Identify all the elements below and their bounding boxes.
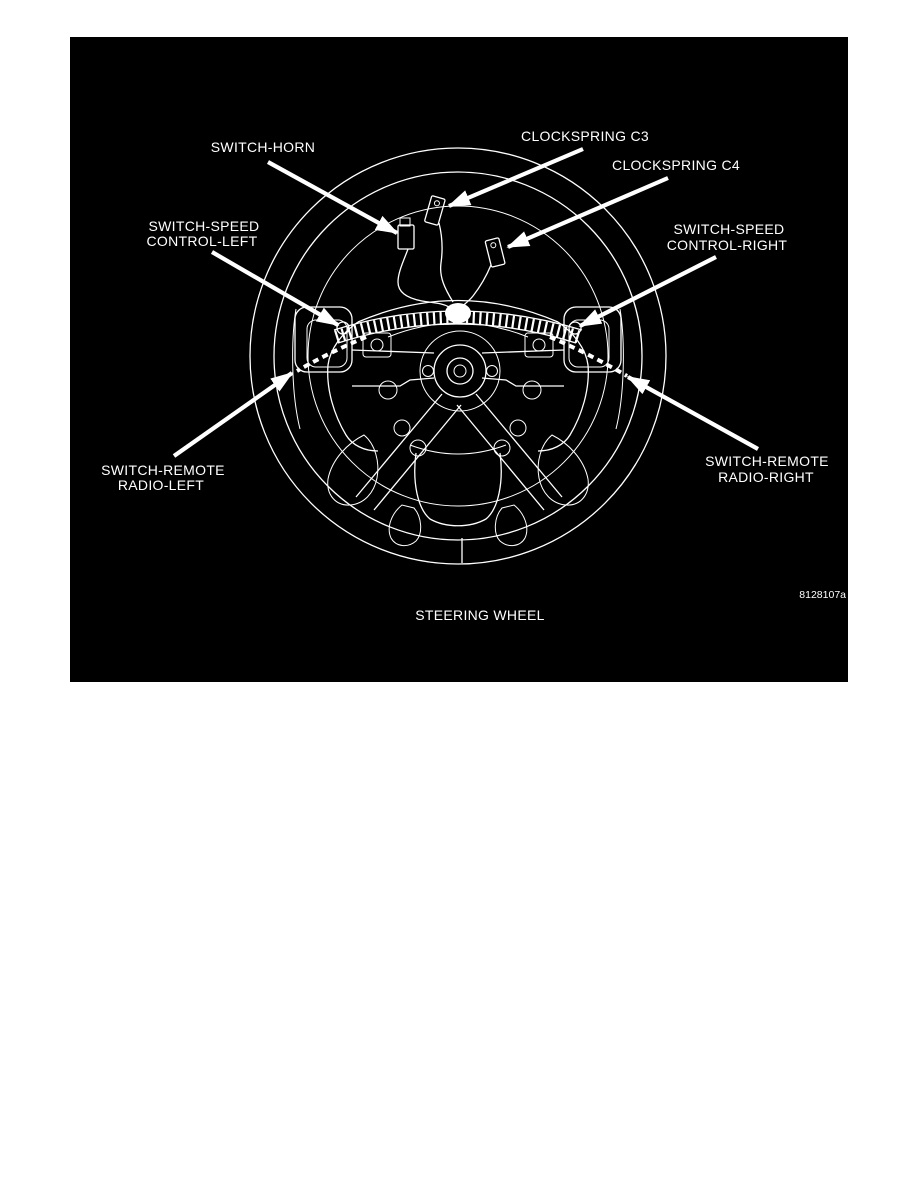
switch-remote-left-arrow	[174, 373, 292, 456]
switch-remote-right-label-line2: RADIO-RIGHT	[718, 469, 814, 485]
spoke-pockets	[328, 435, 589, 546]
clockspring-c3-label: CLOCKSPRING C3	[521, 128, 649, 144]
switch-horn-arrow	[268, 162, 397, 233]
steering-wheel-diagram	[70, 37, 848, 682]
switch-remote-left-label-line1: SWITCH-REMOTE	[101, 462, 225, 478]
hub	[420, 331, 500, 411]
switch-speed-left-arrow	[212, 252, 338, 325]
right-switch-pod	[564, 307, 621, 372]
switch-remote-left-label-line2: RADIO-LEFT	[117, 477, 205, 493]
clockspring-c3-connector	[424, 196, 453, 302]
figure-code: 8128107a	[799, 589, 846, 601]
spoke-holes	[379, 381, 541, 456]
switch-remote-right-arrow	[628, 377, 758, 449]
figure-panel	[70, 37, 848, 682]
switch-speed-left-label-line2: CONTROL-LEFT	[146, 233, 258, 249]
clockspring-c4-connector	[461, 238, 505, 307]
wire-grommet	[445, 303, 471, 323]
switch-speed-right-label-line2: CONTROL-RIGHT	[666, 237, 788, 253]
steering-wheel-rim	[250, 148, 666, 564]
switch-speed-right-label-line1: SWITCH-SPEED	[673, 221, 785, 237]
steering-wheel-art	[250, 148, 666, 564]
figure-caption: STEERING WHEEL	[415, 607, 545, 623]
switch-speed-right-arrow	[580, 257, 716, 326]
clockspring-c4-label: CLOCKSPRING C4	[612, 157, 740, 173]
switch-remote-right-label-line1: SWITCH-REMOTE	[705, 453, 829, 469]
clockspring-c4-arrow	[508, 178, 668, 247]
switch-horn-label: SWITCH-HORN	[210, 139, 316, 155]
clockspring-c3-arrow	[449, 149, 583, 206]
callout-labels	[101, 128, 846, 623]
lower-spoke-cover	[415, 453, 501, 526]
switch-speed-left-label-line1: SWITCH-SPEED	[148, 218, 260, 234]
